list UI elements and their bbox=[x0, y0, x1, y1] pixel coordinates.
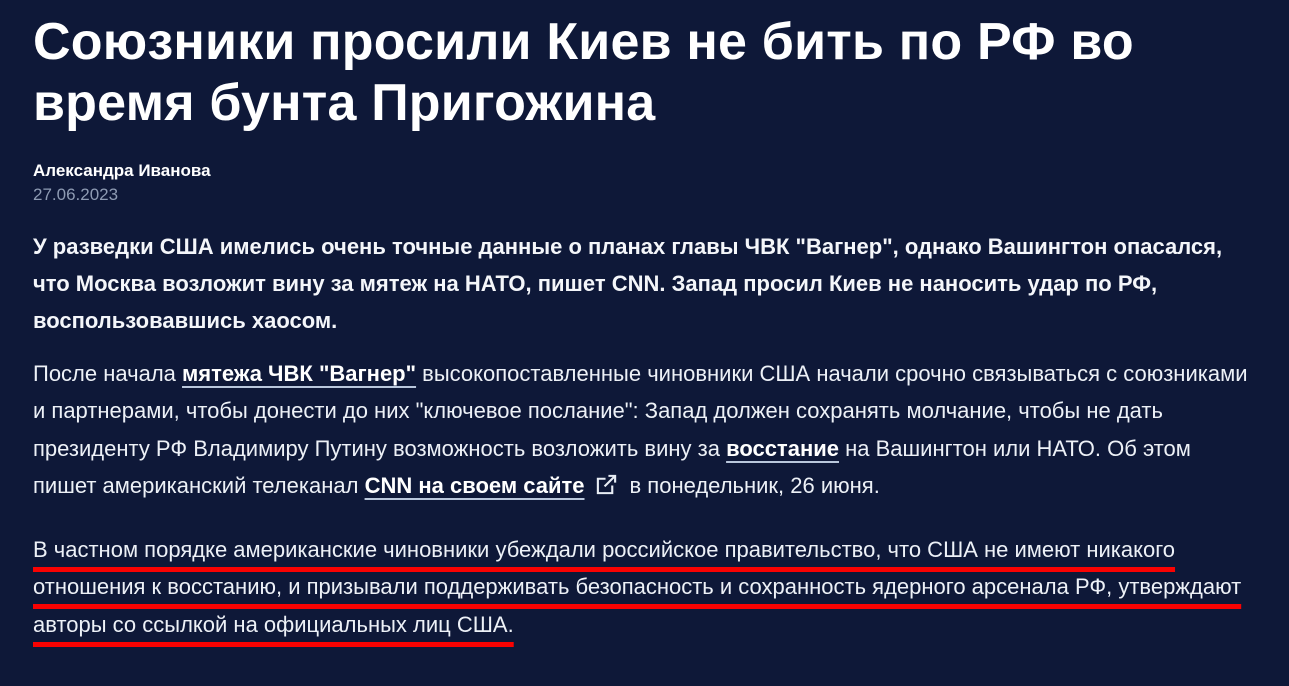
paragraph-text: на Вашингтон или НАТО. Об этом пишет американский телеканал bbox=[33, 435, 1191, 498]
article-title: Союзники просили Киев не бить по РФ во время бунта Пригожина bbox=[33, 13, 1134, 132]
paragraph-text: После начала bbox=[33, 360, 183, 386]
byline bbox=[33, 160, 1256, 206]
link-uprising[interactable]: восстание bbox=[726, 435, 839, 461]
article-paragraph bbox=[33, 355, 1256, 505]
article-author: Александра Иванова bbox=[33, 161, 211, 181]
article-lead: У разведки США имелись очень точные данные о планах главы ЧВК "Вагнер", однако Вашингтон опасался, что Москва возложит вину за мятеж на НАТО, пишет CNN. Запад просил Киев не наносить удар по РФ, воспользовавшись хаосом. bbox=[33, 233, 1223, 333]
paragraph-text: высокопоставленные чиновники США начали срочно связываться с союзниками и партнерами, чтобы донести до них "ключевое послание": Запад должен сохранять молчание, чтобы не дать президенту РФ Владимиру Путину возможность возложить вину за bbox=[33, 360, 1248, 461]
link-wagner-mutiny[interactable]: мятежа ЧВК "Вагнер" bbox=[182, 360, 417, 386]
highlighted-paragraph bbox=[33, 531, 1256, 644]
external-link-icon[interactable] bbox=[595, 473, 618, 496]
link-cnn-website[interactable]: CNN на своем сайте bbox=[364, 473, 585, 498]
paragraph-text: в понедельник, 26 июня. bbox=[629, 473, 880, 498]
article-date: 27.06.2023 bbox=[33, 185, 119, 205]
highlighted-text: В частном порядке американские чиновники убеждали российское правительство, что США не имеют никакого отношения к восстанию, и призывали поддерживать безопасность и сохранность ядерного арсенала РФ, утверждают авторы со ссылкой на официальных лиц США. bbox=[33, 536, 1242, 637]
